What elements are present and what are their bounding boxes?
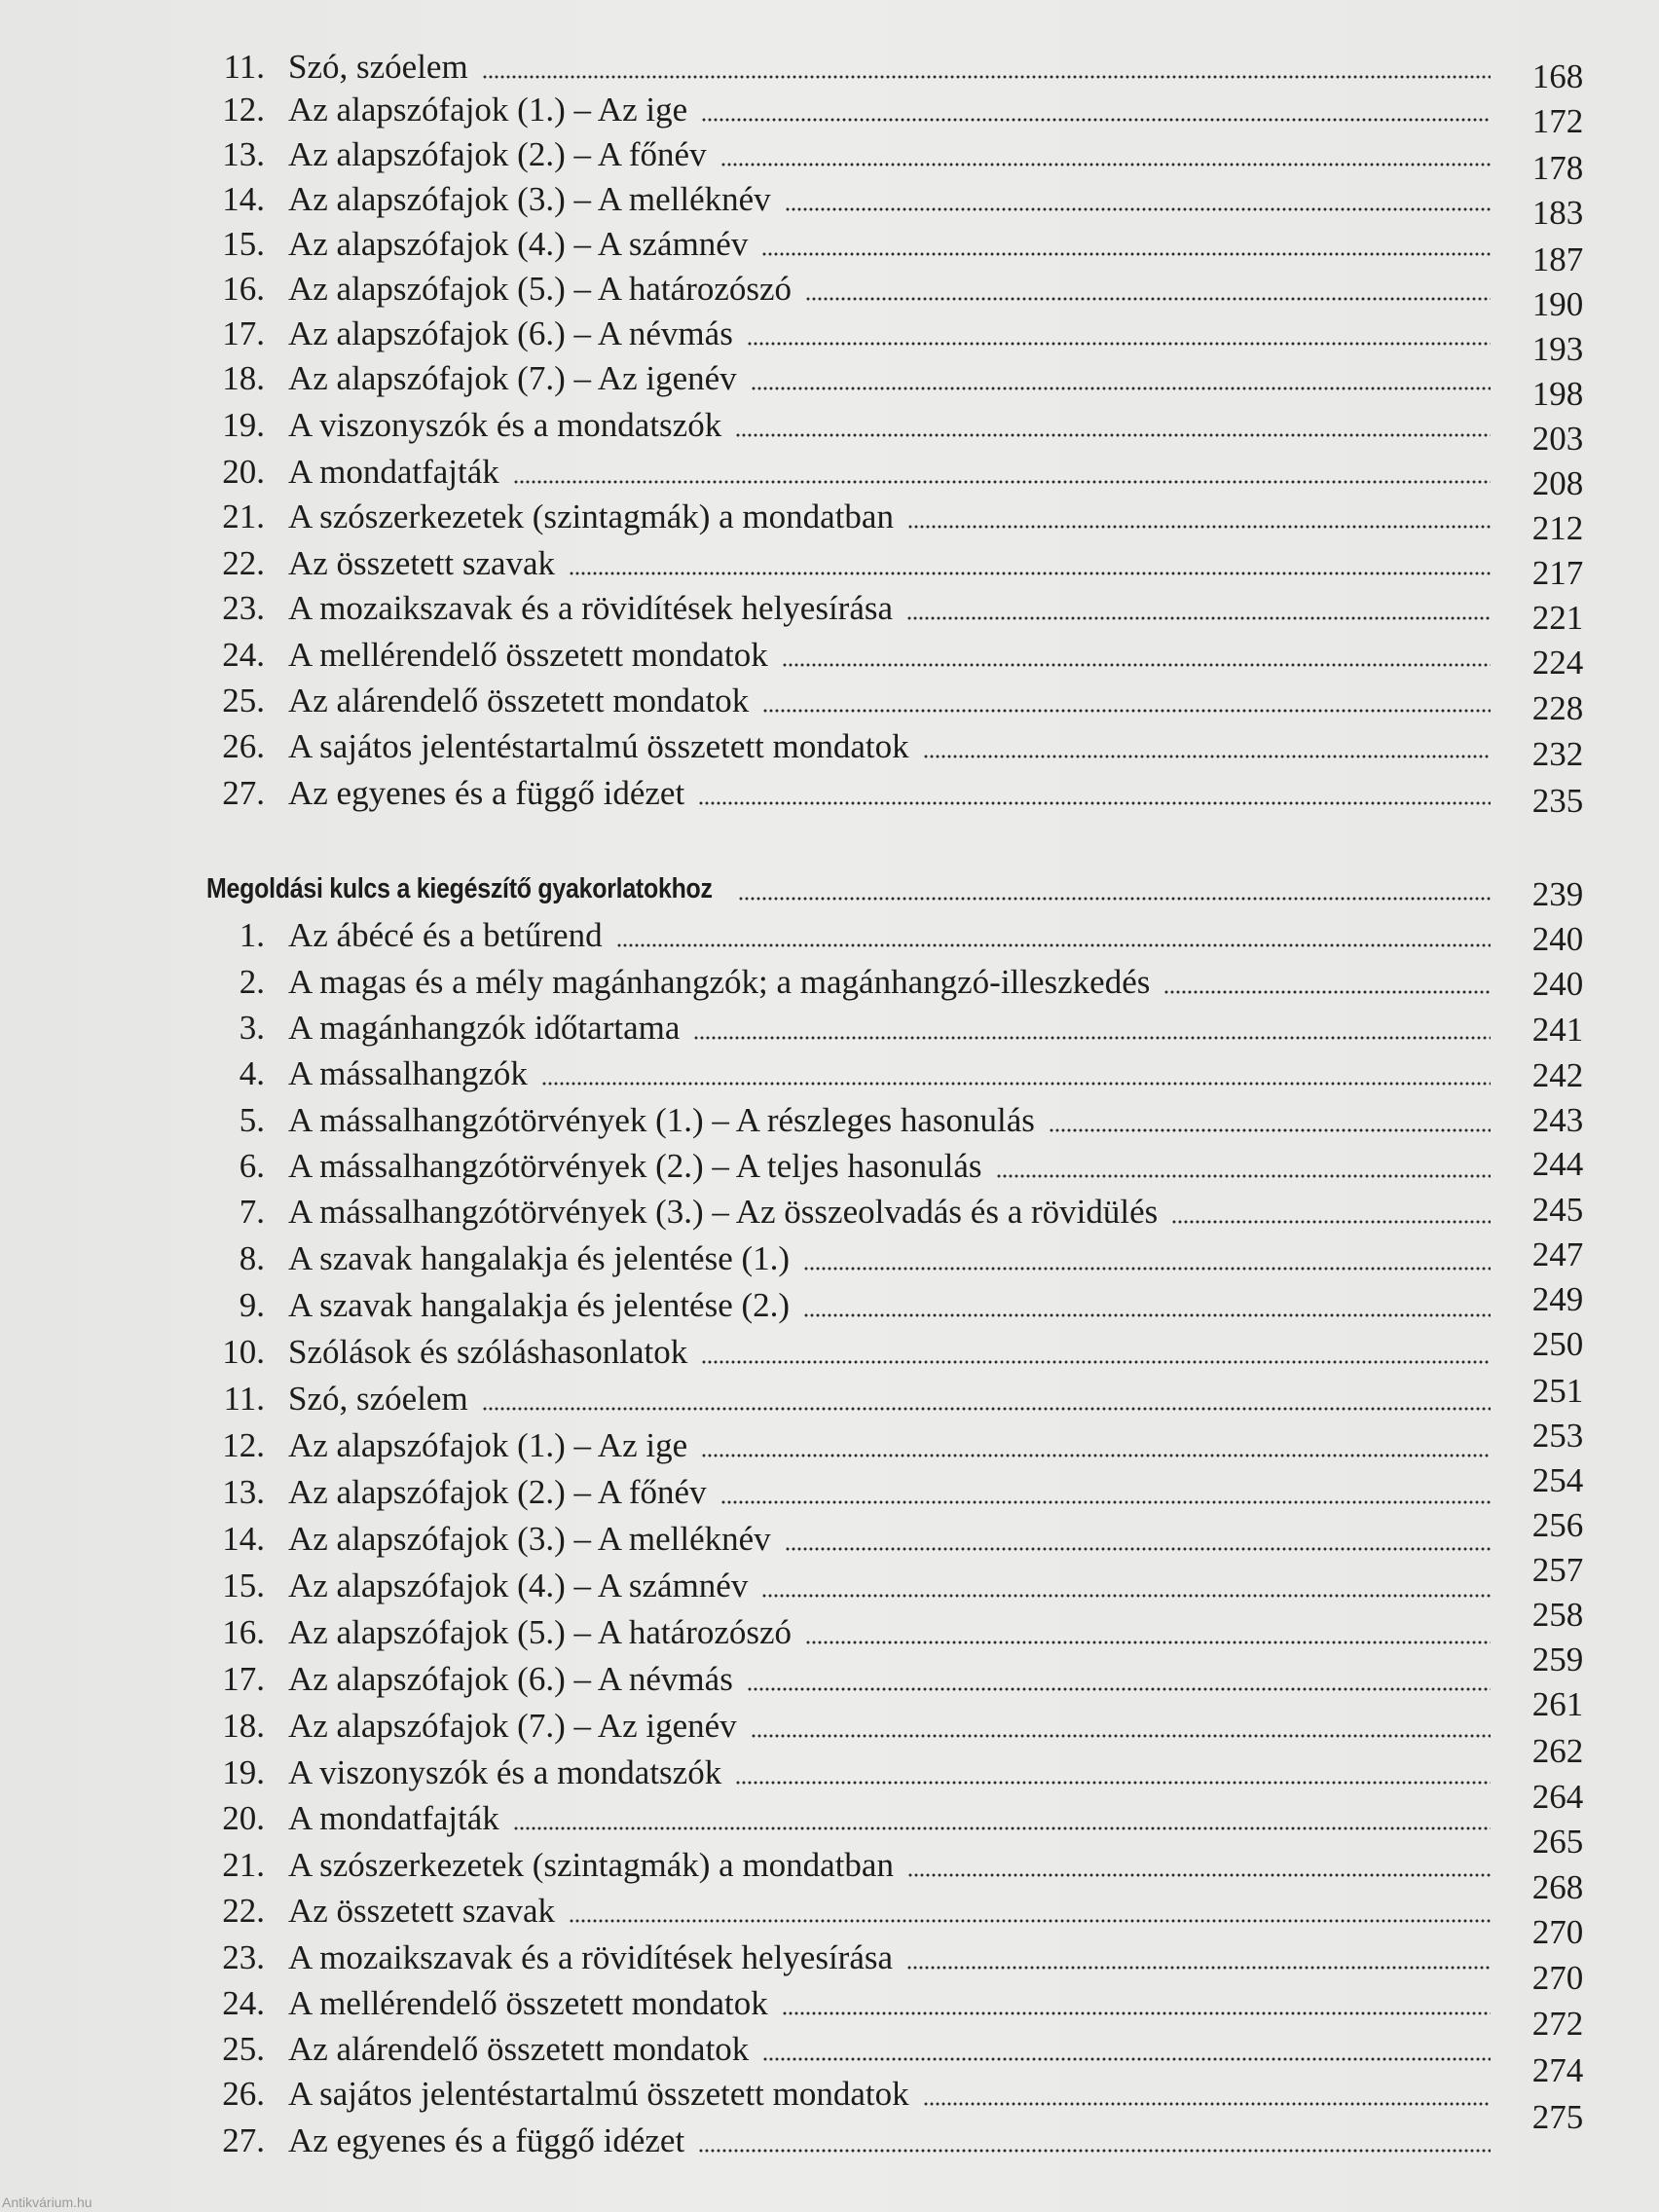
entry-number: 23.: [222, 589, 265, 627]
toc-entry: [0, 177, 1659, 232]
entry-title: Az alapszófajok (1.) – Az ige: [288, 91, 688, 129]
toc-entry: [0, 2098, 1659, 2163]
toc-entry: [0, 1641, 1659, 1702]
entry-title: Szó, szóelem: [288, 48, 468, 86]
toc-entry: [0, 1823, 1659, 1888]
section-heading-row: [0, 866, 1659, 911]
toc-entry: [0, 1236, 1659, 1281]
toc-entry: [0, 312, 1659, 368]
entry-title: Az alapszófajok (6.) – A névmás: [288, 1660, 733, 1698]
entry-page-number: 232: [1531, 735, 1584, 773]
toc-entry: [0, 1051, 1659, 1096]
toc-entry: [0, 1280, 1659, 1328]
entry-page-number: 198: [1531, 375, 1584, 413]
toc-entry: [0, 1006, 1659, 1051]
dot-leader: [569, 1917, 1491, 1925]
entry-number: 19.: [222, 1753, 265, 1791]
toc-entry: [0, 222, 1659, 278]
entry-number: 21.: [222, 1846, 265, 1884]
toc-entry: [0, 1372, 1659, 1421]
entry-title: Az ábécé és a betűrend: [288, 916, 603, 954]
entry-page-number: 224: [1531, 644, 1584, 682]
entry-title: Az alapszófajok (7.) – Az igenév: [288, 1707, 737, 1745]
toc-entry: [0, 1461, 1659, 1515]
entry-number: 13.: [222, 135, 265, 173]
dot-leader: [1171, 1218, 1491, 1226]
entry-title: Az alapszófajok (7.) – Az igenév: [288, 359, 737, 397]
entry-title: Az alapszófajok (3.) – A melléknév: [288, 180, 771, 218]
entry-title: A szószerkezetek (szintagmák) a mondatban: [288, 498, 894, 535]
entry-number: 26.: [222, 2075, 265, 2113]
dot-leader: [1163, 988, 1491, 996]
section-heading: Megoldási kulcs a kiegészítő gyakorlatokhoz: [206, 873, 713, 904]
entry-page-number: 241: [1531, 1011, 1584, 1049]
dot-leader: [762, 707, 1491, 715]
entry-title: A szószerkezetek (szintagmák) a mondatban: [288, 1846, 894, 1884]
entry-title: Az alapszófajok (2.) – A főnév: [288, 135, 707, 173]
entry-number: 5.: [239, 1101, 265, 1139]
toc-entry: [0, 1506, 1659, 1562]
dot-leader: [720, 1498, 1491, 1506]
dot-leader: [762, 2055, 1491, 2063]
toc-entry: [0, 45, 1659, 95]
dot-leader: [805, 1639, 1491, 1646]
dot-leader: [747, 340, 1491, 348]
entry-page-number: 275: [1531, 2098, 1584, 2136]
dot-leader: [782, 2009, 1491, 2017]
entry-page-number: 212: [1531, 509, 1584, 547]
toc-entry: [0, 356, 1659, 413]
dot-leader: [803, 1311, 1491, 1319]
dot-leader: [701, 116, 1491, 124]
toc-entry: [0, 267, 1659, 323]
entry-number: 6.: [239, 1147, 265, 1185]
entry-number: 18.: [222, 1707, 265, 1745]
toc-entry: [0, 1417, 1659, 1468]
entry-number: 19.: [222, 406, 265, 444]
entry-page-number: 178: [1531, 149, 1584, 187]
dot-leader: [907, 523, 1491, 531]
dot-leader: [482, 73, 1491, 81]
entry-page-number: 242: [1531, 1056, 1584, 1094]
entry-title: Az alapszófajok (4.) – A számnév: [288, 225, 749, 263]
entry-page-number: 256: [1531, 1506, 1584, 1544]
entry-page-number: 270: [1531, 1959, 1584, 1997]
entry-title: A mássalhangzótörvények (2.) – A teljes hasonulás: [288, 1147, 982, 1185]
entry-number: 20.: [222, 1799, 265, 1837]
entry-number: 1.: [239, 916, 265, 954]
toc-entry: [0, 1144, 1659, 1189]
entry-title: A sajátos jelentéstartalmú összetett mondatok: [288, 2075, 909, 2113]
entry-title: Az egyenes és a függő idézet: [288, 774, 685, 812]
section-page-number: 239: [1531, 875, 1584, 913]
toc-entry: [0, 495, 1659, 547]
entry-number: 2.: [239, 963, 265, 1001]
toc-entry: [0, 913, 1659, 958]
dot-leader: [785, 1545, 1491, 1553]
entry-number: 20.: [222, 453, 265, 491]
entry-number: 3.: [239, 1009, 265, 1047]
entry-title: A szavak hangalakja és jelentése (2.): [288, 1286, 791, 1324]
toc-entry: [0, 679, 1659, 727]
dot-leader: [805, 295, 1491, 303]
entry-number: 25.: [222, 2030, 265, 2068]
entry-number: 18.: [222, 359, 265, 397]
entry-number: 22.: [222, 544, 265, 582]
entry-number: 4.: [239, 1054, 265, 1092]
dot-leader: [761, 250, 1491, 258]
entry-number: 7.: [239, 1193, 265, 1231]
dot-leader: [720, 161, 1491, 168]
entry-number: 27.: [222, 774, 265, 812]
entry-number: 15.: [222, 1567, 265, 1604]
entry-number: 9.: [239, 1286, 265, 1324]
entry-title: Az alapszófajok (5.) – A határozószó: [288, 270, 793, 308]
toc-entry: [0, 724, 1659, 773]
entry-page-number: 268: [1531, 1868, 1584, 1906]
dot-leader: [701, 1452, 1491, 1459]
dot-leader: [803, 1265, 1491, 1272]
dot-leader: [698, 2147, 1491, 2155]
toc-entry: [0, 1098, 1659, 1143]
toc-entry: [0, 2051, 1659, 2117]
toc-entry: [0, 1685, 1659, 1749]
entry-title: Az alárendelő összetett mondatok: [288, 682, 750, 719]
toc-entry: [0, 450, 1659, 502]
entry-page-number: 240: [1531, 920, 1584, 958]
toc-entry: [0, 541, 1659, 592]
entry-title: Az alapszófajok (2.) – A főnév: [288, 1473, 707, 1511]
entry-title: Az összetett szavak: [288, 1892, 556, 1930]
entry-title: A mássalhangzók: [288, 1054, 528, 1092]
entry-page-number: 262: [1531, 1732, 1584, 1770]
dot-leader: [782, 661, 1491, 669]
entry-page-number: 261: [1531, 1685, 1584, 1723]
entry-number: 21.: [222, 498, 265, 535]
entry-title: Szó, szóelem: [288, 1380, 468, 1418]
entry-page-number: 257: [1531, 1551, 1584, 1589]
entry-title: Az alapszófajok (5.) – A határozószó: [288, 1613, 793, 1651]
entry-page-number: 254: [1531, 1461, 1584, 1499]
entry-page-number: 193: [1531, 330, 1584, 368]
entry-number: 11.: [223, 48, 265, 86]
dot-leader: [907, 1871, 1491, 1879]
entry-page-number: 245: [1531, 1191, 1584, 1229]
dot-leader: [751, 385, 1491, 392]
toc-entry: [0, 1551, 1659, 1608]
entry-page-number: 264: [1531, 1778, 1584, 1816]
entry-title: A mellérendelő összetett mondatok: [288, 636, 768, 674]
entry-number: 16.: [222, 1613, 265, 1651]
entry-title: Az alapszófajok (6.) – A névmás: [288, 314, 733, 352]
entry-page-number: 190: [1531, 285, 1584, 323]
toc-entry: [0, 633, 1659, 682]
entry-page-number: 235: [1531, 782, 1584, 820]
entry-page-number: 183: [1531, 194, 1584, 232]
dot-leader: [923, 2100, 1491, 2108]
dot-leader: [482, 1405, 1491, 1413]
dot-leader: [761, 1592, 1491, 1600]
entry-number: 26.: [222, 727, 265, 765]
entry-title: Az alapszófajok (1.) – Az ige: [288, 1426, 688, 1464]
dot-leader: [698, 799, 1491, 807]
entry-page-number: 203: [1531, 420, 1584, 458]
entry-title: A mondatfajták: [288, 1799, 499, 1837]
entry-title: A mássalhangzótörvények (3.) – Az összeolvadás és a rövidülés: [288, 1193, 1159, 1231]
entry-title: A mozaikszavak és a rövidítések helyesírása: [288, 1938, 894, 1976]
entry-title: Az egyenes és a függő idézet: [288, 2121, 685, 2159]
entry-page-number: 247: [1531, 1235, 1584, 1273]
entry-number: 24.: [222, 636, 265, 674]
toc-entry: [0, 1325, 1659, 1375]
entry-number: 13.: [222, 1473, 265, 1511]
dot-leader: [747, 1685, 1491, 1693]
entry-title: A sajátos jelentéstartalmú összetett mondatok: [288, 727, 909, 765]
entry-number: 16.: [222, 270, 265, 308]
entry-page-number: 258: [1531, 1596, 1584, 1634]
toc-entry: [0, 1732, 1659, 1795]
dot-leader: [1049, 1126, 1491, 1134]
entry-title: Az alapszófajok (4.) – A számnév: [288, 1567, 749, 1604]
entry-page-number: 217: [1531, 554, 1584, 592]
dot-leader: [569, 570, 1491, 577]
entry-page-number: 168: [1531, 57, 1584, 95]
dot-leader: [738, 895, 1491, 903]
toc-entry: [0, 2005, 1659, 2072]
entry-page-number: 250: [1531, 1325, 1584, 1363]
toc-entry: [0, 1913, 1659, 1980]
dot-leader: [751, 1732, 1491, 1740]
entry-page-number: 228: [1531, 689, 1584, 727]
entry-number: 17.: [222, 314, 265, 352]
toc-entry: [0, 771, 1659, 820]
entry-title: A viszonyszók és a mondatszók: [288, 406, 722, 444]
entry-page-number: 251: [1531, 1372, 1584, 1410]
entry-page-number: 208: [1531, 464, 1584, 502]
toc-entry: [0, 1868, 1659, 1934]
entry-page-number: 253: [1531, 1417, 1584, 1455]
dot-leader: [701, 1358, 1491, 1366]
entry-title: A mellérendelő összetett mondatok: [288, 1984, 768, 2022]
entry-number: 23.: [222, 1938, 265, 1976]
entry-number: 8.: [239, 1239, 265, 1277]
entry-title: A magánhangzók időtartama: [288, 1009, 681, 1047]
entry-title: A viszonyszók és a mondatszók: [288, 1753, 722, 1791]
entry-title: Az alapszófajok (3.) – A melléknév: [288, 1520, 771, 1558]
toc-entry: [0, 403, 1659, 458]
dot-leader: [513, 478, 1491, 486]
toc-entry: [0, 1190, 1659, 1235]
dot-leader: [785, 205, 1491, 213]
entry-page-number: 244: [1531, 1145, 1584, 1183]
entry-page-number: 270: [1531, 1913, 1584, 1951]
entry-title: A szavak hangalakja és jelentése (1.): [288, 1239, 791, 1277]
dot-leader: [906, 614, 1491, 622]
entry-number: 12.: [222, 91, 265, 129]
dot-leader: [923, 753, 1491, 760]
entry-number: 14.: [222, 180, 265, 218]
dot-leader: [996, 1172, 1492, 1180]
dot-leader: [693, 1034, 1491, 1042]
toc-entry: [0, 1596, 1659, 1655]
entry-title: A magas és a mély magánhangzók; a magánhangzó-illeszkedés: [288, 963, 1151, 1001]
entry-title: Az alárendelő összetett mondatok: [288, 2030, 750, 2068]
toc-entry: [0, 960, 1659, 1005]
dot-leader: [735, 1779, 1491, 1787]
entry-number: 17.: [222, 1660, 265, 1698]
watermark: Antikvárium.hu: [2, 2194, 92, 2210]
entry-page-number: 221: [1531, 599, 1584, 637]
toc-entry: [0, 132, 1659, 187]
entry-title: A mozaikszavak és a rövidítések helyesírása: [288, 589, 894, 627]
toc-entry: [0, 88, 1659, 140]
entry-number: 22.: [222, 1892, 265, 1930]
dot-leader: [541, 1080, 1491, 1088]
toc-entry: [0, 1959, 1659, 2026]
entry-page-number: 274: [1531, 2051, 1584, 2089]
entry-title: Az összetett szavak: [288, 544, 556, 582]
entry-page-number: 259: [1531, 1641, 1584, 1678]
dot-leader: [735, 431, 1491, 439]
entry-number: 24.: [222, 1984, 265, 2022]
entry-number: 15.: [222, 225, 265, 263]
toc-entry: [0, 586, 1659, 637]
entry-page-number: 243: [1531, 1101, 1584, 1139]
dot-leader: [616, 941, 1491, 949]
entry-title: A mondatfajták: [288, 453, 499, 491]
entry-number: 11.: [223, 1380, 265, 1418]
entry-page-number: 172: [1531, 102, 1584, 140]
entry-number: 10.: [222, 1333, 265, 1371]
entry-page-number: 240: [1531, 965, 1584, 1003]
entry-page-number: 249: [1531, 1280, 1584, 1318]
toc-entry: [0, 1778, 1659, 1841]
entry-number: 14.: [222, 1520, 265, 1558]
entry-number: 27.: [222, 2121, 265, 2159]
entry-title: Szólások és szóláshasonlatok: [288, 1333, 688, 1371]
entry-title: A mássalhangzótörvények (1.) – A részleges hasonulás: [288, 1101, 1035, 1139]
entry-page-number: 265: [1531, 1823, 1584, 1861]
dot-leader: [906, 1964, 1491, 1972]
entry-page-number: 187: [1531, 240, 1584, 278]
dot-leader: [513, 1825, 1491, 1832]
entry-number: 12.: [222, 1426, 265, 1464]
entry-page-number: 272: [1531, 2005, 1584, 2043]
entry-number: 25.: [222, 682, 265, 719]
